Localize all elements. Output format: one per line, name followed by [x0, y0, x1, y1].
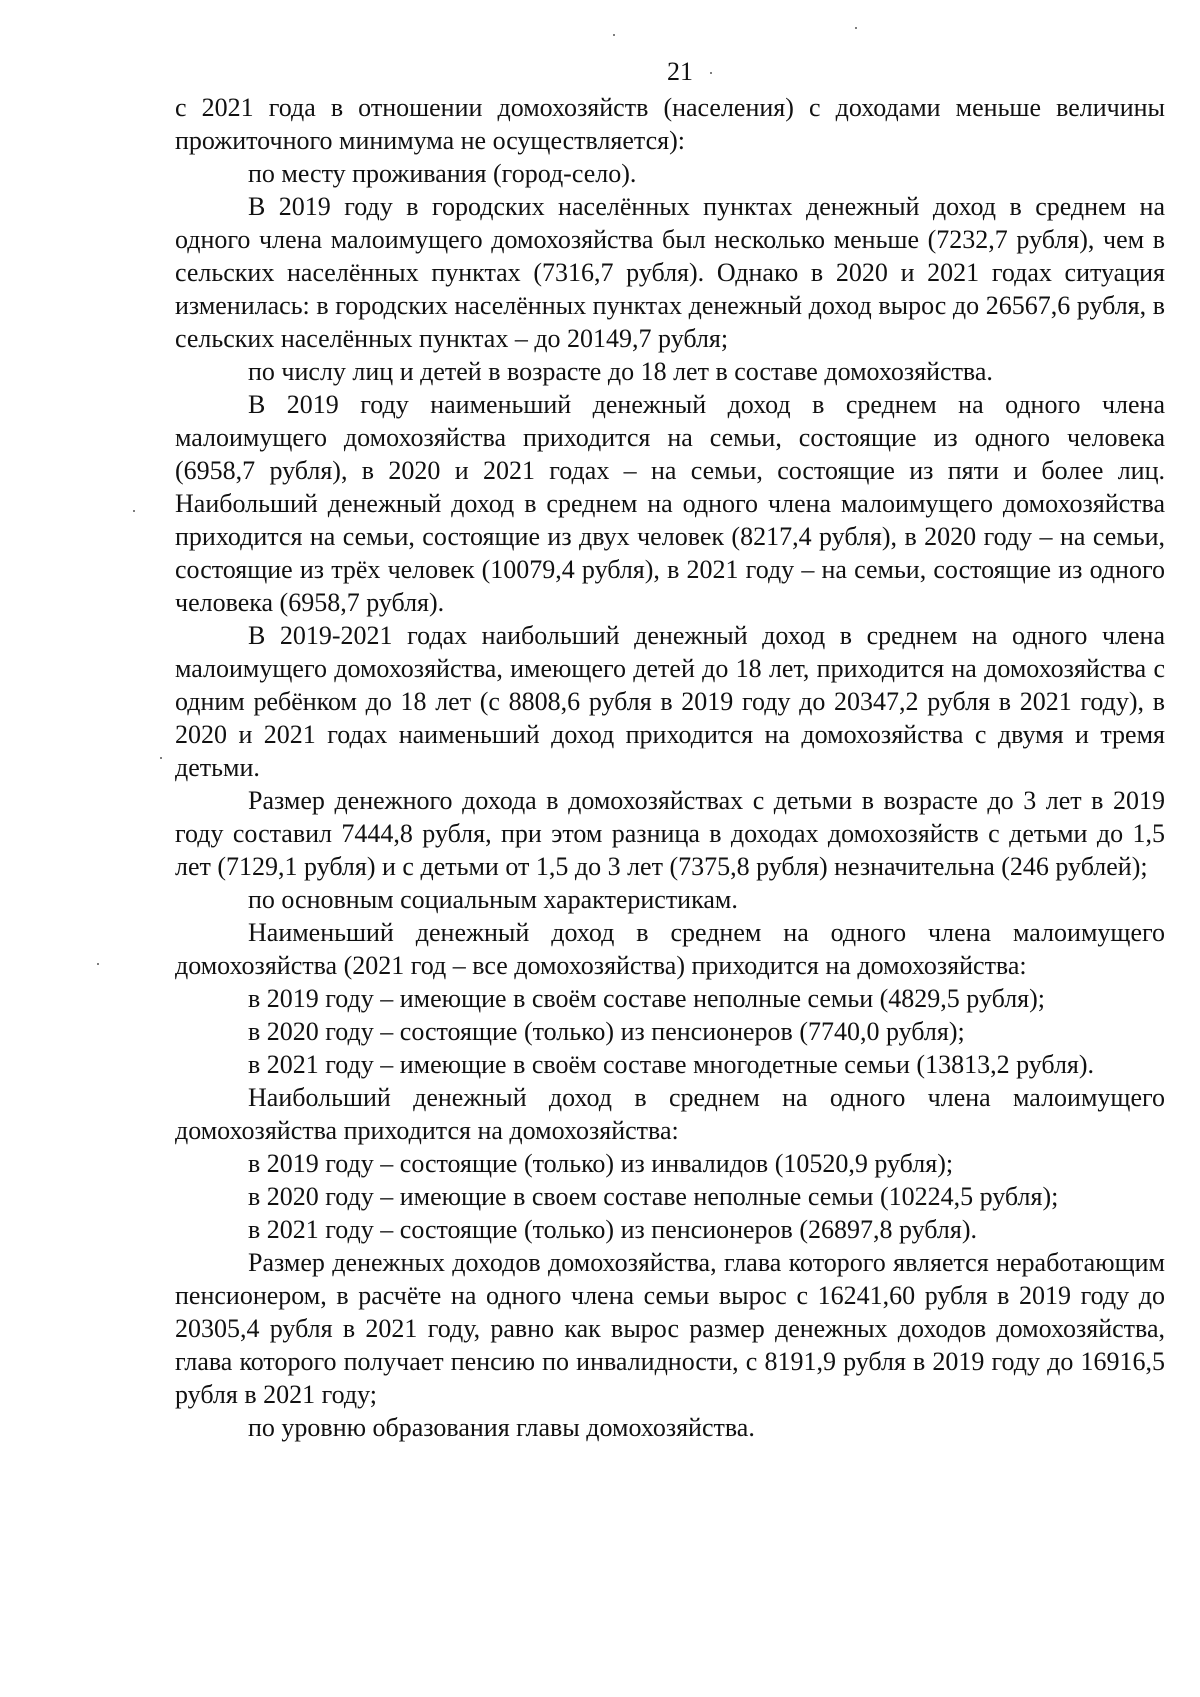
scan-speck	[133, 510, 135, 512]
paragraph-by-household-size-heading: по числу лиц и детей в возрасте до 18 лет в составе домохозяйства.	[248, 357, 993, 386]
paragraph-intro-continuation: с 2021 года в отношении домохозяйств (населения) с доходами меньше величины прожиточного минимума не осуществляется):	[175, 93, 1165, 155]
paragraph-highest-income-2019: в 2019 году – состоящие (только) из инвалидов (10520,9 рубля);	[248, 1149, 954, 1178]
scan-speck	[613, 34, 615, 36]
scan-speck	[160, 757, 162, 759]
paragraph-household-size-income: В 2019 году наименьший денежный доход в среднем на одного члена малоимущего домохозяйства приходится на семьи, состоящие из одного человека (6958,7 рубля), в 2020 и 2021 годах – на семьи, состоящие из пяти и более лиц. Наибольший денежный доход в среднем на одного члена малоимущего домохозяйства приходится на семьи, состоящие из двух человек (8217,4 рубля), в 2020 году – на семьи, состоящие из трёх человек (10079,4 рубля), в 2021 году – на семьи, состоящие из одного человека (6958,7 рубля).	[175, 390, 1165, 617]
paragraph-children-income: В 2019-2021 годах наибольший денежный доход в среднем на одного члена малоимущего домохозяйства, имеющего детей до 18 лет, приходится на домохозяйства с одним ребёнком до 18 лет (с 8808,6 рубля в 2019 году до 20347,2 рубля в 2021 году), в 2020 и 2021 годах наименьший доход приходится на домохозяйства с двумя и тремя детьми.	[175, 621, 1165, 782]
paragraph-pensioner-income: Размер денежных доходов домохозяйства, глава которого является неработающим пенсионером, в расчёте на одного члена семьи вырос с 16241,60 рубля в 2019 году до 20305,4 рубля в 2021 году, равно как вырос размер денежных доходов домохозяйства, глава которого получает пенсию по инвалидности, с 8191,9 рубля в 2019 году до 16916,5 рубля в 2021 году;	[175, 1248, 1165, 1409]
paragraph-highest-income-2021: в 2021 году – состоящие (только) из пенсионеров (26897,8 рубля).	[248, 1215, 977, 1244]
paragraph-lowest-income-2019: в 2019 году – имеющие в своём составе неполные семьи (4829,5 рубля);	[248, 984, 1046, 1013]
paragraph-highest-income-2020: в 2020 году – имеющие в своем составе неполные семьи (10224,5 рубля);	[248, 1182, 1059, 1211]
paragraph-lowest-income-2020: в 2020 году – состоящие (только) из пенсионеров (7740,0 рубля);	[248, 1017, 965, 1046]
paragraph-by-education-heading: по уровню образования главы домохозяйства.	[248, 1413, 755, 1442]
scan-speck	[97, 963, 99, 965]
paragraph-lowest-income-intro: Наименьший денежный доход в среднем на одного члена малоимущего домохозяйства (2021 год – все домохозяйства) приходится на домохозяйства:	[175, 918, 1165, 980]
paragraph-children-under-3-income: Размер денежного дохода в домохозяйствах с детьми в возрасте до 3 лет в 2019 году составил 7444,8 рубля, при этом разница в доходах домохозяйств с детьми до 1,5 лет (7129,1 рубля) и с детьми от 1,5 до 3 лет (7375,8 рубля) незначительна (246 рублей);	[175, 786, 1165, 881]
paragraph-by-social-characteristics-heading: по основным социальным характеристикам.	[248, 885, 738, 914]
page-number: 21	[667, 57, 693, 86]
paragraph-highest-income-intro: Наибольший денежный доход в среднем на одного члена малоимущего домохозяйства приходится на домохозяйства:	[175, 1083, 1165, 1145]
paragraph-by-residence-heading: по месту проживания (город-село).	[248, 159, 637, 188]
document-page	[175, 55, 1165, 1444]
scan-speck	[855, 27, 857, 29]
paragraph-urban-rural-income: В 2019 году в городских населённых пунктах денежный доход в среднем на одного члена малоимущего домохозяйства был несколько меньше (7232,7 рубля), чем в сельских населённых пунктах (7316,7 рубля). Однако в 2020 и 2021 годах ситуация изменилась: в городских населённых пунктах денежный доход вырос до 26567,6 рубля, в сельских населённых пунктах – до 20149,7 рубля;	[175, 192, 1165, 353]
scan-speck	[710, 72, 712, 74]
paragraph-lowest-income-2021: в 2021 году – имеющие в своём составе многодетные семьи (13813,2 рубля).	[248, 1050, 1095, 1079]
